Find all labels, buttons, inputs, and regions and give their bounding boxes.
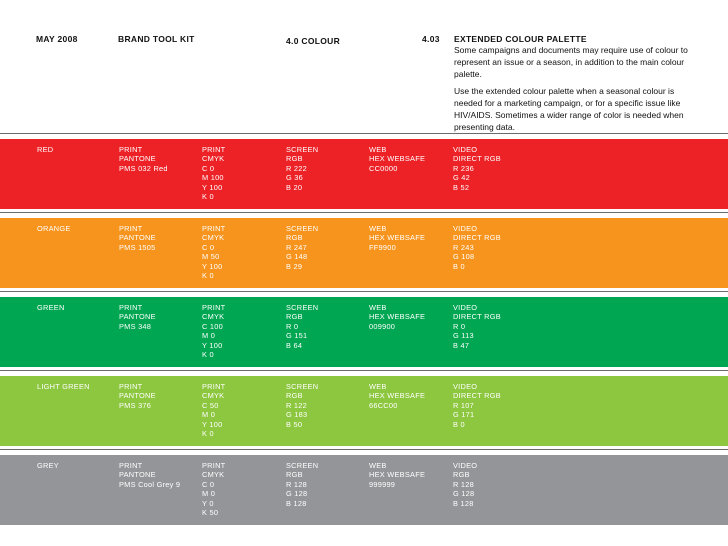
colour-band-red	[0, 139, 728, 209]
colour-band-green	[0, 297, 728, 367]
intro-paragraph-1: Some campaigns and documents may require use of colour to represent an issue or a season, in addition to the main colour palette.	[454, 45, 688, 79]
web-hex: WEB HEX WEBSAFE FF9900	[369, 224, 426, 252]
screen-rgb: SCREEN RGB R 222 G 36 B 20	[286, 145, 319, 192]
header-kit: BRAND TOOL KIT	[118, 34, 195, 44]
screen-rgb: SCREEN RGB R 122 G 183 B 50	[286, 382, 319, 429]
colour-band-grey	[0, 455, 728, 525]
video-rgb: VIDEO DIRECT RGB R 236 G 42 B 52	[453, 145, 501, 192]
print-pantone: PRINT PANTONE PMS Cool Grey 9	[119, 461, 181, 489]
colour-band-orange	[0, 218, 728, 288]
divider-orange	[0, 212, 728, 213]
divider-grey	[0, 449, 728, 450]
intro-paragraph-2: Use the extended colour palette when a seasonal colour is needed for a marketing campaign, or for a specific issue like HIV/AIDS. Sometimes a wider range of color is needed when presenting data.	[454, 86, 684, 132]
print-cmyk: PRINT CMYK C 50 M 0 Y 100 K 0	[202, 382, 226, 439]
print-pantone: PRINT PANTONE PMS 032 Red	[119, 145, 168, 173]
colour-name: LIGHT GREEN	[37, 382, 90, 391]
colour-band-light-green	[0, 376, 728, 446]
divider-red	[0, 133, 728, 134]
video-rgb: VIDEO DIRECT RGB R 0 G 113 B 47	[453, 303, 501, 350]
colour-name: GREEN	[37, 303, 65, 312]
screen-rgb: SCREEN RGB R 247 G 148 B 29	[286, 224, 319, 271]
header-section: 4.0 COLOUR	[286, 36, 341, 46]
video-rgb: VIDEO DIRECT RGB R 107 G 171 B 0	[453, 382, 501, 429]
print-cmyk: PRINT CMYK C 0 M 50 Y 100 K 0	[202, 224, 226, 281]
web-hex: WEB HEX WEBSAFE 66CC00	[369, 382, 426, 410]
page-title: EXTENDED COLOUR PALETTE	[454, 34, 587, 44]
divider-green	[0, 291, 728, 292]
video-rgb: VIDEO DIRECT RGB R 243 G 108 B 0	[453, 224, 501, 271]
print-cmyk: PRINT CMYK C 0 M 100 Y 100 K 0	[202, 145, 226, 202]
header-page-number: 4.03	[422, 34, 440, 44]
divider-light-green	[0, 370, 728, 371]
print-pantone: PRINT PANTONE PMS 1505	[119, 224, 156, 252]
header-date: MAY 2008	[36, 34, 78, 44]
print-cmyk: PRINT CMYK C 100 M 0 Y 100 K 0	[202, 303, 226, 360]
intro-text	[454, 44, 694, 138]
colour-name: RED	[37, 145, 54, 154]
screen-rgb: SCREEN RGB R 0 G 151 B 64	[286, 303, 319, 350]
web-hex: WEB HEX WEBSAFE 999999	[369, 461, 426, 489]
colour-name: GREY	[37, 461, 59, 470]
web-hex: WEB HEX WEBSAFE CC0000	[369, 145, 426, 173]
video-rgb: VIDEO RGB R 128 G 128 B 128	[453, 461, 478, 508]
print-cmyk: PRINT CMYK C 0 M 0 Y 0 K 50	[202, 461, 226, 518]
print-pantone: PRINT PANTONE PMS 348	[119, 303, 156, 331]
web-hex: WEB HEX WEBSAFE 009900	[369, 303, 426, 331]
colour-name: ORANGE	[37, 224, 71, 233]
screen-rgb: SCREEN RGB R 128 G 128 B 128	[286, 461, 319, 508]
print-pantone: PRINT PANTONE PMS 376	[119, 382, 156, 410]
